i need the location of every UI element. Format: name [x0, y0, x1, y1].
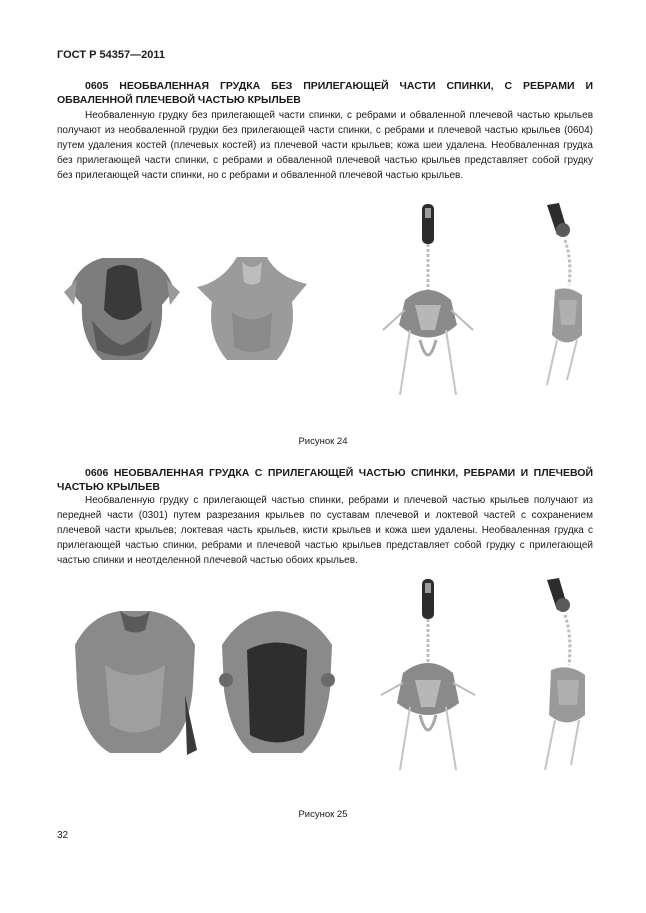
figure-25 — [57, 575, 593, 805]
skeleton-front-diagram — [375, 200, 485, 410]
section-title-line: ОБВАЛЕННОЙ ПЛЕЧЕВОЙ ЧАСТЬЮ КРЫЛЬЕВ — [57, 94, 301, 106]
breast-with-back-rear-image — [212, 605, 342, 760]
figure-25-caption: Рисунок 25 — [298, 809, 348, 820]
document-code: ГОСТ Р 54357—2011 — [57, 49, 165, 61]
section-title-line: ЧАСТЬЮ КРЫЛЬЕВ — [57, 481, 160, 493]
paragraph: Необваленную грудку без прилегающей части спинки, с ребрами и обваленной плечевой частью крыльев получают из необваленной грудки без прилегающей части спинки, с ребрами и плечевой частью крыльев (0604) путем удаления костей (плечевых костей) из плечевой части крыльев; кожа шеи удалена. Необваленная грудка без прилегающей части спинки, с ребрами и обваленной плечевой частью крыльев представляет собой грудку без прилегающей части спинки, но с ребрами и обваленной плечевой частью крыльев. — [57, 110, 593, 181]
skeleton-side-diagram — [527, 200, 597, 390]
section-0605-body — [57, 108, 593, 183]
section-title-line: 0605 НЕОБВАЛЕННАЯ ГРУДКА БЕЗ ПРИЛЕГАЮЩЕЙ ЧАСТИ СПИНКИ, С РЕБРАМИ И — [85, 80, 593, 92]
breast-with-back-front-image — [65, 605, 205, 760]
section-title-line: 0606 НЕОБВАЛЕННАЯ ГРУДКА С ПРИЛЕГАЮЩЕЙ ЧАСТЬЮ СПИНКИ, РЕБРАМИ И ПЛЕЧЕВОЙ — [85, 467, 593, 479]
skeleton-side-diagram — [527, 575, 597, 775]
section-0605-title — [57, 79, 593, 107]
section-0606-title — [57, 466, 593, 494]
figure-24 — [57, 200, 593, 430]
breast-back-image — [192, 252, 312, 370]
skeleton-front-diagram — [375, 575, 485, 785]
page-number: 32 — [57, 830, 69, 841]
section-0606-body — [57, 493, 593, 568]
paragraph: Необваленную грудку с прилегающей частью спинки, ребрами и плечевой частью крыльев получают из передней части (0301) путем разрезания крыльев по суставам плечевой и локтевой частей с сохранением плечевой части крыльев; локтевая часть крыльев, кисти крыльев и кожа шеи удалены. Необваленная грудка с прилегающей частью спинки, ребрами и плечевой частью крыльев представляет собой грудку с прилегающей частью спинки и неотделенной плечевой частью обоих крыльев. — [57, 495, 593, 566]
figure-24-caption: Рисунок 24 — [298, 436, 348, 447]
breast-front-image — [62, 250, 182, 370]
